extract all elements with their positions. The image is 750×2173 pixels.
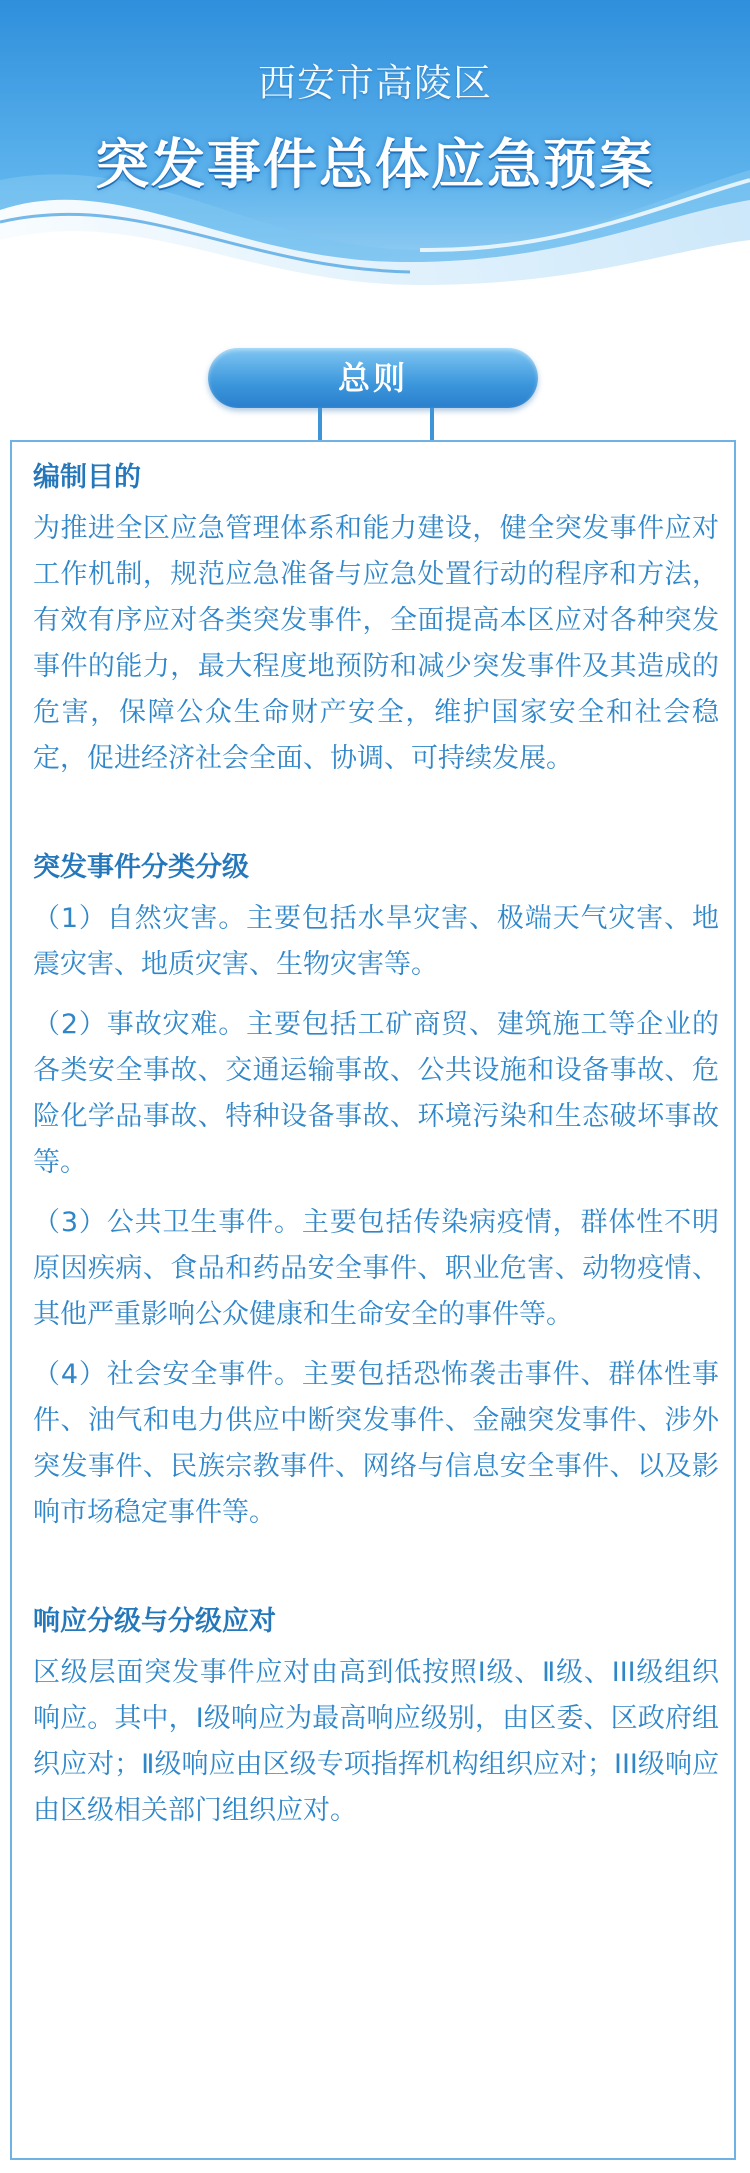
classification-social-security: （4）社会安全事件。主要包括恐怖袭击事件、群体性事件、油气和电力供应中断突发事件、金融突发事件、涉外突发事件、民族宗教事件、网络与信息安全事件、以及影响市场稳定事件等。 [33,1359,719,1528]
heading-response-levels: 响应分级与分级应对 [33,1606,276,1637]
content-body [33,458,719,1848]
section-title-pill: 总则 [208,348,538,408]
banner-title: 突发事件总体应急预案 [95,133,655,196]
pill-connector-right [430,408,434,442]
heading-classification: 突发事件分类分级 [33,852,249,883]
purpose-paragraph: 为推进全区应急管理体系和能力建设，健全突发事件应对工作机制，规范应急准备与应急处置行动的程序和方法，有效有序应对各类突发事件，全面提高本区应对各种突发事件的能力，最大程度地预防和减少突发事件及其造成的危害，保障公众生命财产安全，维护国家安全和社会稳定，促进经济社会全面、协调、可持续发展。 [33,513,719,774]
pill-connector-left [318,408,322,442]
response-levels-paragraph: 区级层面突发事件应对由高到低按照I级、Ⅱ级、III级组织响应。其中，I级响应为最高响应级别，由区委、区政府组织应对；Ⅱ级响应由区级专项指挥机构组织应对；III级响应由区级相关部门组织应对。 [33,1657,719,1826]
classification-natural-disasters: （1）自然灾害。主要包括水旱灾害、极端天气灾害、地震灾害、地质灾害、生物灾害等。 [33,903,719,980]
block-purpose [33,458,719,782]
header-banner [0,0,750,300]
banner-subtitle: 西安市高陵区 [257,61,492,105]
classification-accidents: （2）事故灾难。主要包括工矿商贸、建筑施工等企业的各类安全事故、交通运输事故、公共设施和设备事故、危险化学品事故、特种设备事故、环境污染和生态破坏事故等。 [33,1009,719,1178]
block-response-levels [33,1602,719,1834]
block-classification [33,848,719,1536]
heading-purpose: 编制目的 [33,462,141,493]
classification-public-health: （3）公共卫生事件。主要包括传染病疫情，群体性不明原因疾病、食品和药品安全事件、职业危害、动物疫情、其他严重影响公众健康和生命安全的事件等。 [33,1207,719,1330]
